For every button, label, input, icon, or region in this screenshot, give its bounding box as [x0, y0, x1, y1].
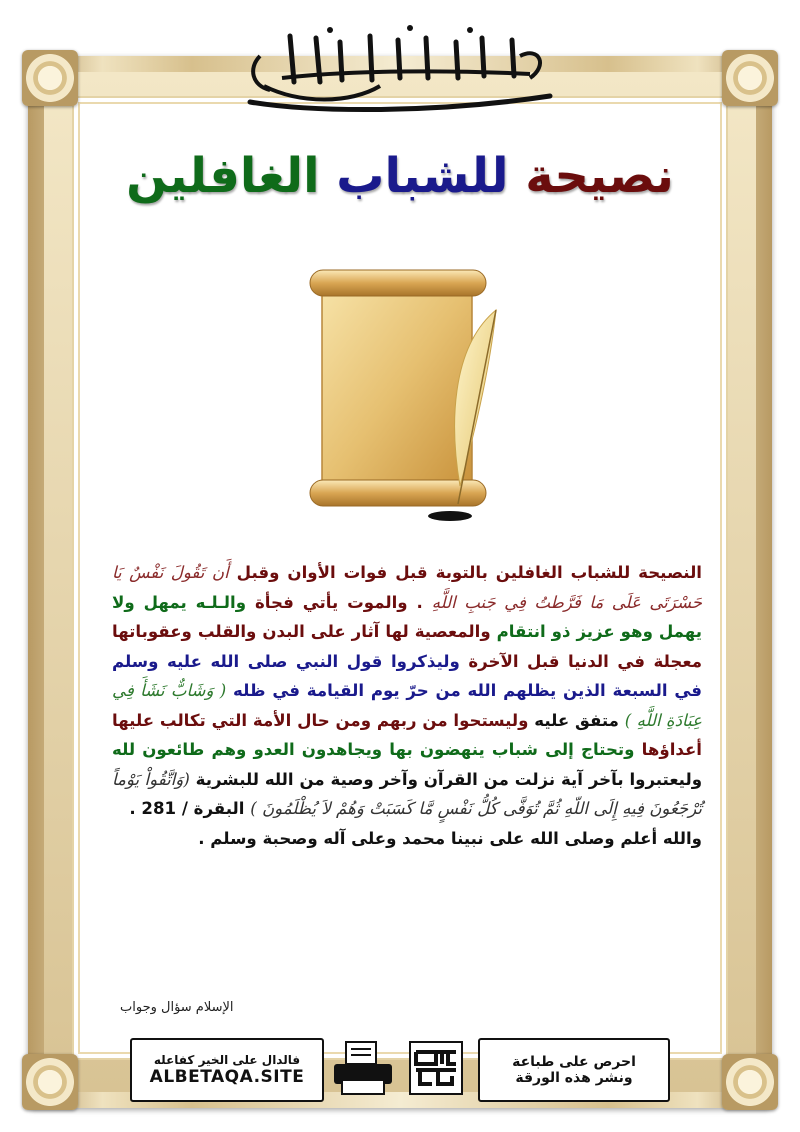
body-segment: والـلـه يمهل ولا يهمل وهو عزيز ذو انتقام	[112, 592, 702, 641]
body-segment: وليعتبروا بآخر آية نزلت من القرآن وآخر وصية من الله للبشرية	[189, 769, 703, 789]
body-segment: والمعصية لها آثار على البدن والقلب وعقوباتها معجلة في الدنيا قبل الآخرة	[112, 622, 702, 671]
frame-corner-ornament	[722, 50, 778, 106]
footer-site-box[interactable]	[130, 1038, 324, 1102]
closing-line: والله أعلم وصلى الله على نبينا محمد وعلى آله وصحبة وسلم .	[198, 828, 702, 848]
frame-corner-ornament	[22, 50, 78, 106]
basmala-calligraphy	[230, 16, 570, 116]
frame-corner-ornament	[22, 1054, 78, 1110]
hadith-quote: ( وَشَابٌّ نَشَأَ فِي عِبَادَةِ اللَّهِ )	[112, 681, 702, 730]
body-segment: متفق عليه	[534, 710, 625, 730]
quran-verse: أَن تَقُولَ نَفْسٌ يَا حَسْرَتَى عَلَى مَا فَرَّطتُ فِي جَنبِ اللَّهِ	[112, 563, 703, 612]
footer-motto: فالدال على الخير كفاعله	[153, 1053, 301, 1067]
scroll-quill-illustration	[300, 258, 510, 536]
footer-bar	[130, 1038, 670, 1098]
printer-icon	[328, 1040, 398, 1098]
title-word-2: للشباب	[336, 148, 509, 204]
title-word-3: الغافلين	[126, 148, 320, 204]
body-segment: وليستحوا من ربهم ومن حال الأمة التي تكالب عليها أعداؤها	[112, 710, 702, 759]
footer-site-link[interactable]: ALBETAQA.SITE	[149, 1067, 305, 1087]
body-segment: وتحتاج إلى شباب ينهضون بها ويجاهدون العدو وهم طائعون لله	[112, 740, 642, 759]
footer-print-note: احرص على طباعة	[512, 1054, 636, 1070]
body-segment: وليذكروا قول النبي صلى الله عليه وسلم في السبعة الذين يظلهم الله من حرّ يوم القيامة في ظله	[112, 651, 703, 700]
title-word-1: نصيحة	[525, 148, 674, 204]
advice-body	[112, 558, 702, 853]
verse-reference: البقرة / 281 .	[129, 799, 251, 818]
frame-corner-ornament	[722, 1054, 778, 1110]
footer-print-box	[478, 1038, 670, 1102]
body-segment: . والموت يأتي فجأة	[254, 592, 432, 612]
body-segment: النصيحة للشباب الغافلين بالتوبة قبل فوات الأوان وقبل	[228, 563, 702, 582]
footer-share-note: ونشر هذه الورقة	[515, 1070, 633, 1086]
source-credit: الإسلام سؤال وجواب	[120, 1000, 234, 1015]
albetaqa-logo	[406, 1038, 466, 1098]
quran-verse: (وَاتَّقُواْ يَوْماً تُرْجَعُونَ فِيهِ إِلَى اللّهِ ثُمَّ تُوَفَّى كُلُّ نَفْسٍ مَّا كَسَبَتْ وَهُمْ لاَ يُظْلَمُونَ )	[112, 769, 702, 818]
page-title	[72, 148, 728, 204]
